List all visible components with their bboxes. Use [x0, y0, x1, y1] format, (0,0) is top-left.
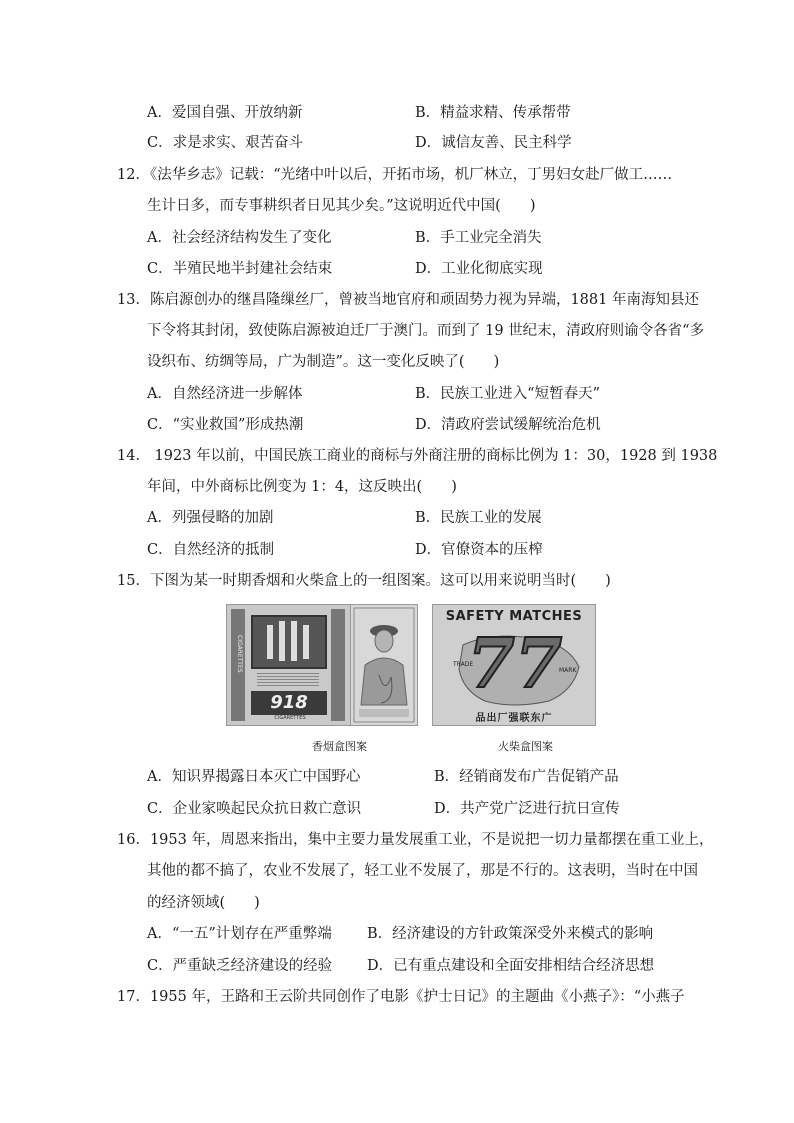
q14-option-d[interactable]: D．官僚资本的压榨 [415, 542, 543, 558]
cigarette-emblem [251, 615, 327, 669]
q14-text-1: 1923 年以前，中国民族工商业的商标与外商注册的商标比例为 1：30，1928 到 1938 [149, 448, 718, 464]
q13-stem-line3: 设织布、纺绸等局，广为制造”。这一变化反映了( ) [147, 354, 500, 370]
match-title: SAFETY MATCHES [445, 609, 583, 624]
match-brand-number: 77 [467, 624, 563, 704]
q16-option-d[interactable]: D．已有重点建设和全面安排相结合经济思想 [367, 958, 655, 974]
q15-option-d[interactable]: D．共产党广泛进行抗日宣传 [434, 801, 620, 817]
q16-stem-line2: 其他的都不搞了，农业不发展了，轻工业不发展了，那是不行的。这表明，当时在中国 [147, 863, 698, 879]
q14-stem-line2: 年间，中外商标比例变为 1：4，这反映出( ) [147, 479, 457, 495]
q15-option-c[interactable]: C．企业家唤起民众抗日救亡意识 [147, 801, 362, 817]
q17-stem-line1 [117, 987, 685, 1007]
q11-option-d[interactable]: D．诚信友善、民主科学 [415, 135, 572, 151]
q12-option-d[interactable]: D．工业化彻底实现 [415, 261, 543, 277]
q14-option-c[interactable]: C．自然经济的抵制 [147, 542, 275, 558]
q17-number: 17． [117, 989, 150, 1005]
q12-option-b[interactable]: B．手工业完全消失 [415, 230, 542, 246]
q14-options-row1 [147, 508, 542, 528]
q15-options-row2 [147, 799, 620, 819]
q13-option-d[interactable]: D．清政府尝试缓解统治危机 [415, 417, 601, 433]
q16-options-row2 [147, 956, 655, 976]
q13-text-1: 陈启源创办的继昌隆缫丝厂，曾被当地官府和顽固势力视为异端，1881 年南海知县还 [149, 292, 699, 308]
q11-option-a[interactable]: A．爱国自强、开放纳新 [147, 105, 303, 121]
q15-option-b[interactable]: B．经销商发布广告促销产品 [434, 769, 619, 785]
q11-option-b[interactable]: B．精益求精、传承帮带 [415, 105, 571, 121]
q13-stem-line1 [117, 290, 699, 310]
q13-option-a[interactable]: A．自然经济进一步解体 [147, 386, 303, 402]
q12-stem-line1 [117, 165, 672, 185]
q15-stem-line1 [117, 571, 611, 591]
matchbox-label [432, 604, 596, 726]
q12-text-1: 《法华乡志》记载：“光绪中叶以后，开拓市场，机厂林立，丁男妇女赴厂做工…… [149, 167, 673, 183]
match-trade: TRADE [453, 661, 474, 668]
q15-figure [226, 604, 596, 754]
q14-options-row2 [147, 540, 543, 560]
q16-stem-line3: 的经济领域( ) [147, 895, 260, 911]
q12-options-row1 [147, 228, 542, 248]
q12-option-a[interactable]: A．社会经济结构发生了变化 [147, 230, 332, 246]
q11-options-row1 [147, 103, 571, 123]
q15-options-row1 [147, 767, 619, 787]
q13-options-row2 [147, 415, 601, 435]
cigarette-brand-word: CIGARETTES [274, 715, 306, 721]
q13-number: 13． [117, 292, 150, 308]
cigarette-box-back [350, 604, 418, 726]
match-mark: MARK [559, 667, 577, 674]
q13-stem-line2: 下令将其封闭，致使陈启源被迫迁厂于澳门。而到了 19 世纪末，清政府则谕令各省“多 [147, 323, 705, 339]
cigarette-side-word-left: CIGARETTES [236, 635, 243, 673]
q12-options-row2 [147, 259, 543, 279]
q17-text-1: 1955 年，王路和王云阶共同创作了电影《护士日记》的主题曲《小燕子》：“小燕子 [149, 989, 685, 1005]
q14-option-a[interactable]: A．列强侵略的加剧 [147, 510, 274, 526]
q14-stem-line1 [117, 446, 717, 466]
q12-option-c[interactable]: C．半殖民地半封建社会结束 [147, 261, 333, 277]
q16-number: 16． [117, 832, 150, 848]
q12-number: 12． [117, 167, 150, 183]
q11-option-c[interactable]: C．求是求实、艰苦奋斗 [147, 135, 304, 151]
q16-option-c[interactable]: C．严重缺乏经济建设的经验 [147, 958, 333, 974]
q14-option-b[interactable]: B．民族工业的发展 [415, 510, 542, 526]
match-bottom-text: 品出厂强联东广 [475, 713, 553, 724]
portrait-figure-icon [351, 605, 417, 725]
q14-number: 14． [117, 448, 150, 464]
q16-option-a[interactable]: A．“一五”计划存在严重弊端 [147, 926, 332, 942]
q12-stem-line2: 生计日多，而专事耕织者日见其少矣。”这说明近代中国( ) [147, 198, 536, 214]
cigarette-box-front [226, 604, 352, 726]
q16-text-1: 1953 年，周恩来指出，集中主要力量发展重工业，不是说把一切力量都摆在重工业上， [149, 832, 714, 848]
q16-option-b[interactable]: B．经济建设的方针政策深受外来模式的影响 [367, 926, 654, 942]
q13-options-row1 [147, 384, 600, 404]
q13-option-c[interactable]: C．“实业救国”形成热潮 [147, 417, 304, 433]
q16-options-row1 [147, 924, 654, 944]
q13-option-b[interactable]: B．民族工业进入“短暂春天” [415, 386, 600, 402]
cigarette-caption: 香烟盒图案 [312, 740, 367, 753]
q11-options-row2 [147, 133, 572, 153]
cigarette-brand-number: 918 [251, 691, 327, 715]
q15-option-a[interactable]: A．知识界揭露日本灭亡中国野心 [147, 769, 361, 785]
q15-number: 15． [117, 573, 150, 589]
matchbox-caption: 火柴盒图案 [498, 740, 553, 753]
q16-stem-line1 [117, 830, 713, 850]
q15-text-1: 下图为某一时期香烟和火柴盒上的一组图案。这可以用来说明当时( ) [149, 573, 611, 589]
